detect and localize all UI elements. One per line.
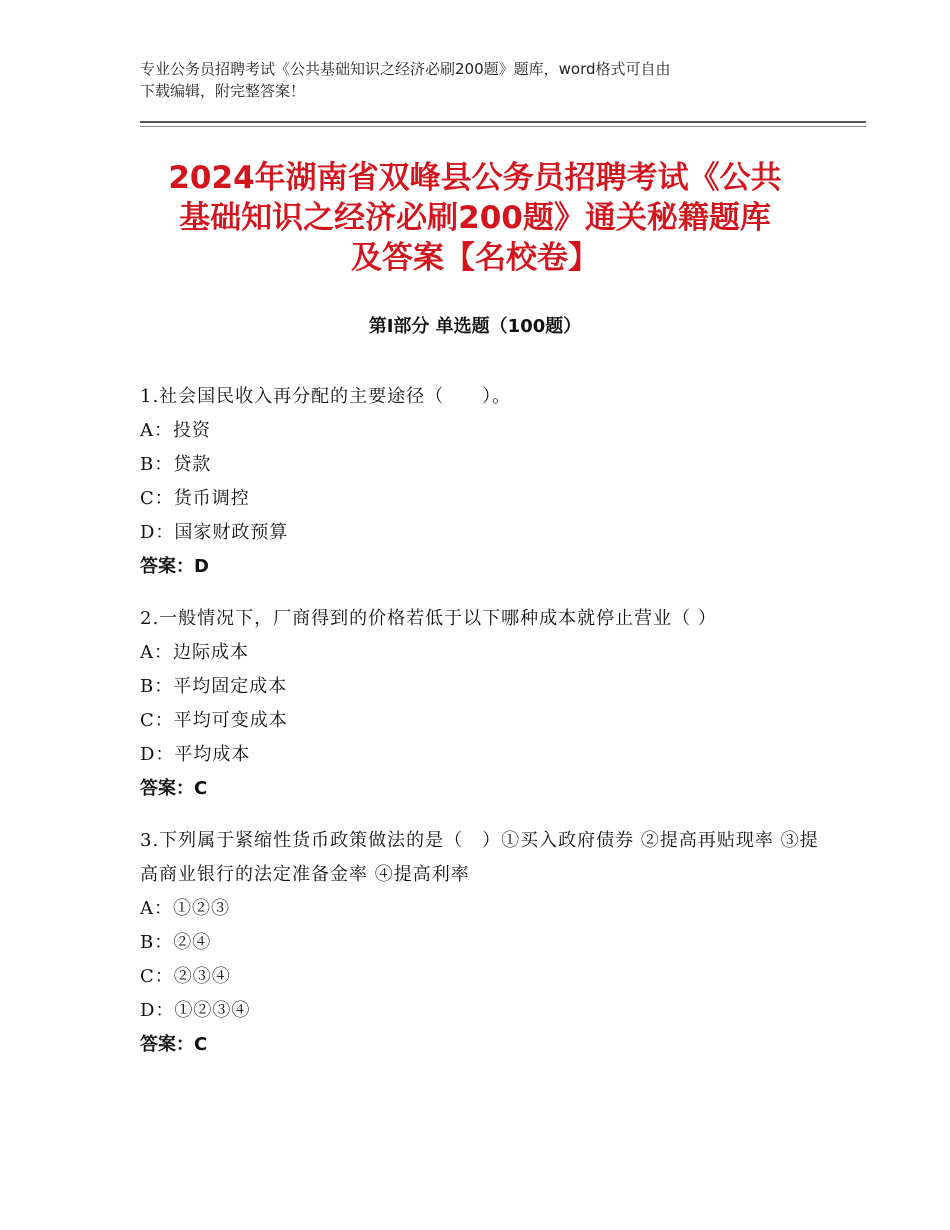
header-divider-thick <box>140 121 866 123</box>
option-c: C：货币调控 <box>140 488 250 509</box>
header-divider-thin <box>140 126 866 127</box>
question-1 <box>140 380 820 584</box>
title-line-1: 2024年湖南省双峰县公务员招聘考试《公共 <box>168 160 782 196</box>
answer-label: 答案：C <box>140 778 208 799</box>
option-c: C：平均可变成本 <box>140 710 288 731</box>
question-stem: 2.一般情况下，厂商得到的价格若低于以下哪种成本就停止营业（ ） <box>140 608 717 629</box>
title-line-3: 及答案【名校卷】 <box>351 240 599 276</box>
header-note <box>140 58 820 102</box>
option-a: A：边际成本 <box>140 642 249 663</box>
option-b: B：②④ <box>140 932 212 953</box>
question-2 <box>140 602 820 806</box>
section-title: 第Ⅰ部分 单选题（100题） <box>368 316 582 337</box>
question-stem: 1.社会国民收入再分配的主要途径（ ）。 <box>140 386 512 407</box>
header-note-line-1: 专业公务员招聘考试《公共基础知识之经济必刷200题》题库，word格式可自由 <box>140 60 671 78</box>
option-d: D：国家财政预算 <box>140 522 289 543</box>
header-note-line-2: 下载编辑，附完整答案！ <box>140 82 306 100</box>
question-3 <box>140 824 820 1062</box>
option-b: B：平均固定成本 <box>140 676 288 697</box>
answer-label: 答案：D <box>140 556 209 577</box>
option-d: D：①②③④ <box>140 1000 251 1021</box>
option-d: D：平均成本 <box>140 744 251 765</box>
document-title <box>110 158 840 278</box>
option-c: C：②③④ <box>140 966 231 987</box>
answer-label: 答案：C <box>140 1034 208 1055</box>
option-a: A：投资 <box>140 420 211 441</box>
option-a: A：①②③ <box>140 898 230 919</box>
question-stem: 3.下列属于紧缩性货币政策做法的是（ ）①买入政府债券 ②提高再贴现率 ③提高商业银行的法定准备金率 ④提高利率 <box>140 830 819 885</box>
title-line-2: 基础知识之经济必刷200题》通关秘籍题库 <box>179 200 771 236</box>
option-b: B：贷款 <box>140 454 212 475</box>
question-list <box>140 380 820 1080</box>
